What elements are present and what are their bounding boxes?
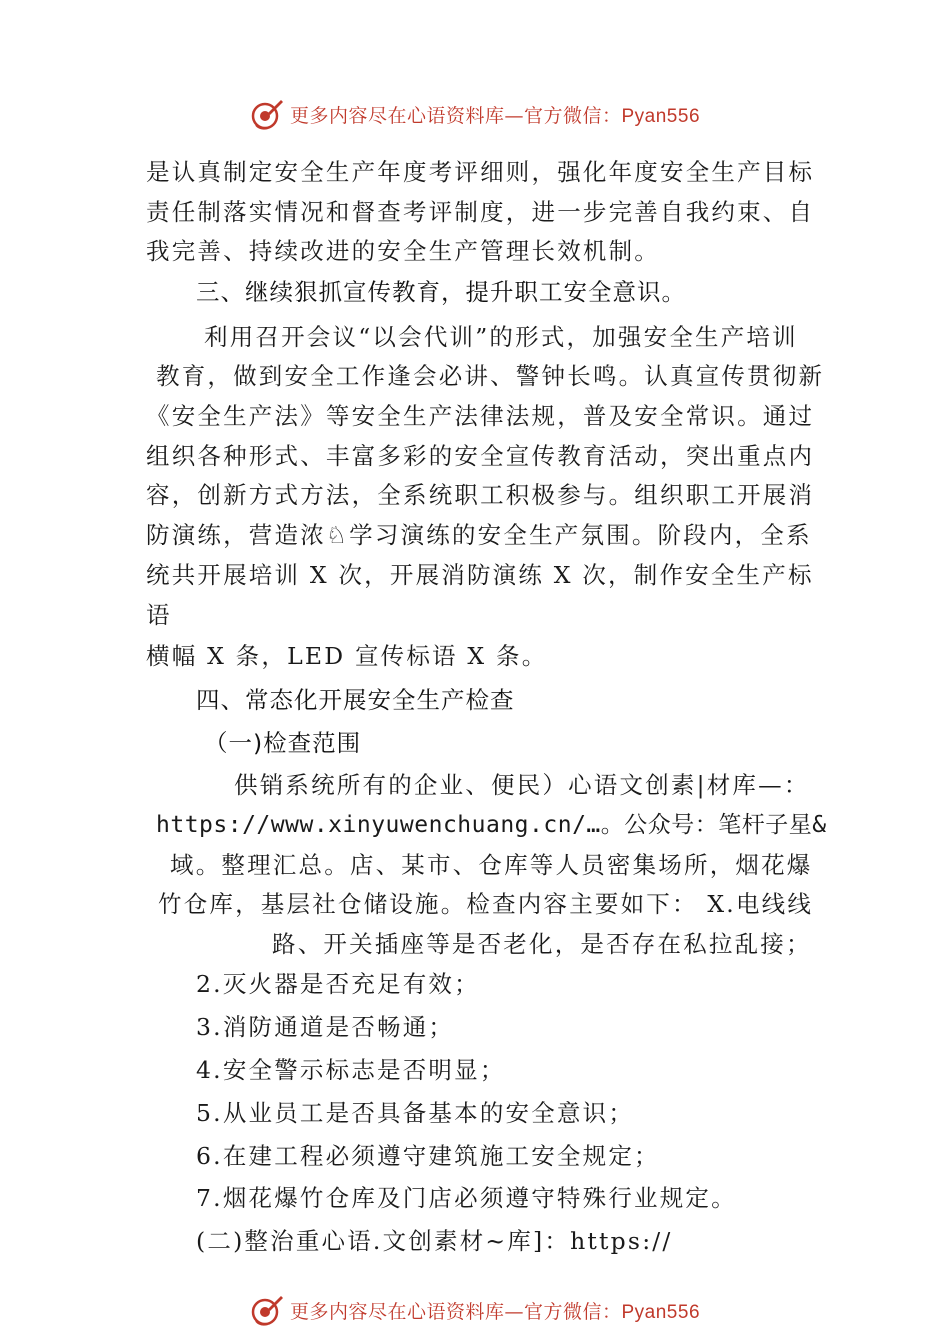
paragraph-line: 横幅 X 条，LED 宣传标语 X 条。 xyxy=(146,642,548,670)
section-heading-3: 三、继续狠抓宣传教育，提升职工安全意识。 xyxy=(196,278,686,306)
subsection-heading-2: (二)整治重心语.文创素材~库]：https:// xyxy=(196,1227,673,1255)
paragraph-line: 利用召开会议“以会代训”的形式，加强安全生产培训 xyxy=(204,323,798,351)
list-item: 3.消防通道是否畅通； xyxy=(196,1013,455,1041)
header-watermark-banner xyxy=(0,94,950,134)
list-item: 6.在建工程必须遵守建筑施工安全规定； xyxy=(196,1142,660,1170)
paragraph-line: 语 xyxy=(146,601,172,629)
paragraph-line: 路、开关插座等是否老化，是否存在私拉乱接； xyxy=(272,930,812,958)
paragraph-line: 容，创新方式方法，全系统职工积极参与。组织职工开展消 xyxy=(146,481,815,509)
paragraph-line: 《安全生产法》等安全生产法律法规，普及安全常识。通过 xyxy=(146,402,815,430)
paragraph-line: 组织各种形式、丰富多彩的安全宣传教育活动，突出重点内 xyxy=(146,442,815,470)
paragraph-line: 我完善、持续改进的安全生产管理长效机制。 xyxy=(146,237,660,265)
list-item: 7.烟花爆竹仓库及门店必须遵守特殊行业规定。 xyxy=(196,1184,737,1212)
list-item: 4.安全警示标志是否明显； xyxy=(196,1056,506,1084)
banner-text: 更多内容尽在心语资料库—官方微信：Pyan556 xyxy=(289,1300,701,1323)
pen-logo-icon xyxy=(250,97,284,131)
list-item: 2.灭火器是否充足有效； xyxy=(196,970,480,998)
list-item: 5.从业员工是否具备基本的安全意识； xyxy=(196,1099,635,1127)
paragraph-line: 域。整理汇总。店、某市、仓库等人员密集场所，烟花爆 xyxy=(170,851,813,879)
paragraph-line: 供销系统所有的企业、便民）心语文创素|材库—： xyxy=(234,771,810,799)
paragraph-line: 统共开展培训 X 次，开展消防演练 X 次，制作安全生产标 xyxy=(146,561,814,589)
paragraph-line: 责任制落实情况和督查考评制度，进一步完善自我约束、自 xyxy=(146,198,815,226)
section-heading-4: 四、常态化开展安全生产检查 xyxy=(196,686,515,714)
subsection-heading-1: （一)检查范围 xyxy=(204,729,362,757)
paragraph-line: 是认真制定安全生产年度考评细则，强化年度安全生产目标 xyxy=(146,158,815,186)
pen-logo-icon xyxy=(250,1293,284,1327)
banner-text: 更多内容尽在心语资料库—官方微信：Pyan556 xyxy=(289,104,701,127)
paragraph-line: 教育，做到安全工作逢会必讲、警钟长鸣。认真宣传贯彻新 xyxy=(156,362,825,390)
footer-watermark-banner xyxy=(0,1290,950,1330)
paragraph-line: 防演练，营造浓♘学习演练的安全生产氛围。阶段内，全系 xyxy=(146,521,812,549)
paragraph-line-url: https://www.xinyuwenchuang.cn/…。公众号：笔杆子星& xyxy=(156,812,827,838)
paragraph-line: 竹仓库，基层社仓储设施。检查内容主要如下： X.电线线 xyxy=(158,890,814,918)
